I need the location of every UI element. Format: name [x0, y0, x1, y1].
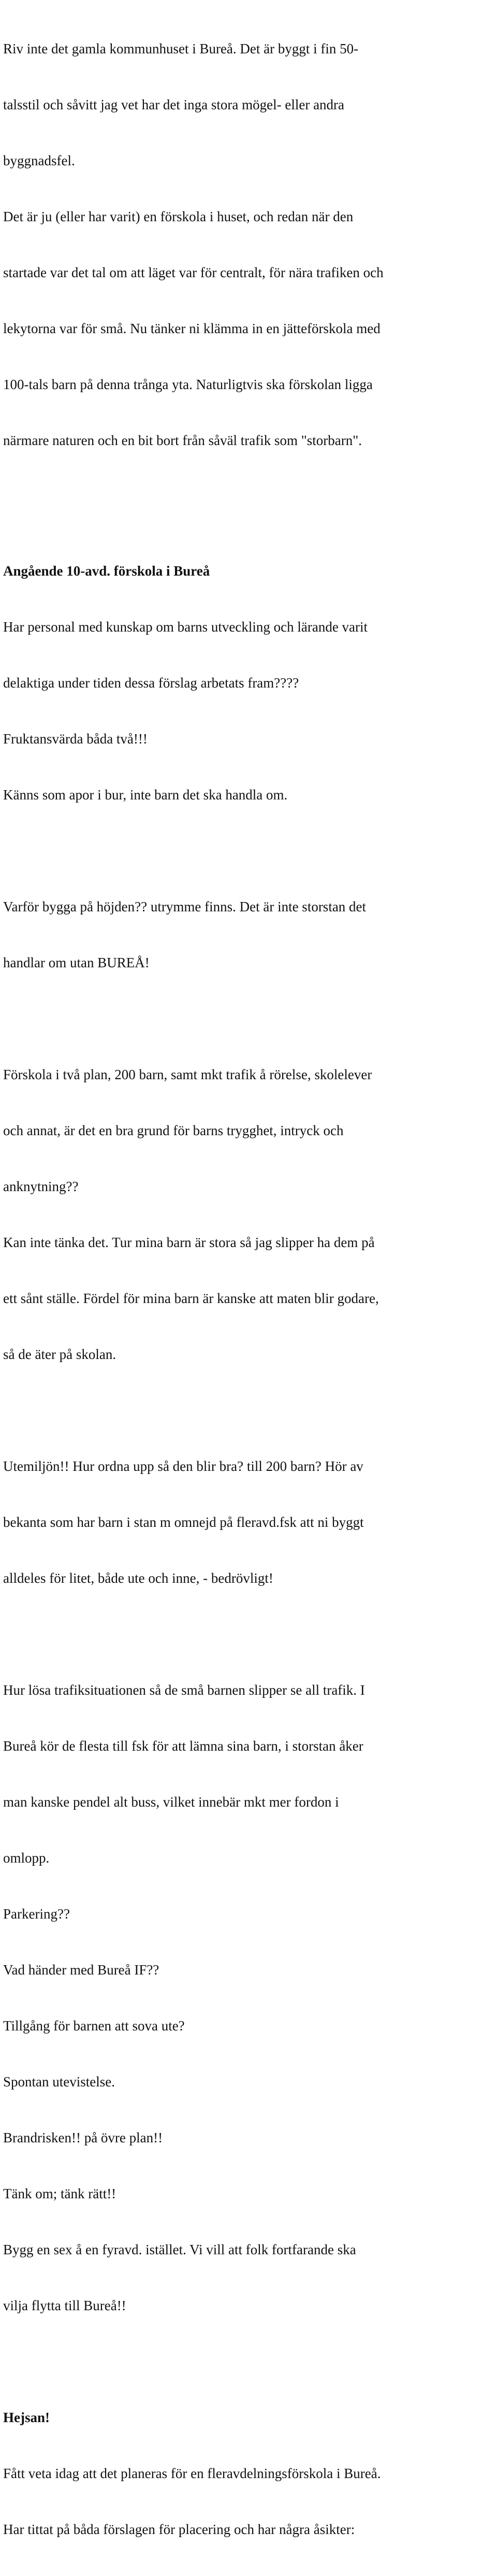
text-line: alldeles för litet, både ute och inne, - bedrövligt! [3, 1570, 273, 1586]
text-line: vilja flytta till Bureå!! [3, 2298, 126, 2313]
text-line: Vad händer med Bureå IF?? [3, 1962, 159, 1978]
text-line: Tänk om; tänk rätt!! [3, 2186, 116, 2201]
text-line: Fruktansvärda båda två!!! [3, 731, 148, 747]
text-line: man kanske pendel alt buss, vilket innebär mkt mer fordon i [3, 1794, 339, 1810]
text-line: Varför bygga på höjden?? utrymme finns. Det är inte storstan det [3, 899, 367, 914]
document-page [3, 2, 495, 2576]
text-line: Förskola i två plan, 200 barn, samt mkt trafik å rörelse, skolelever [3, 1067, 372, 1082]
paragraph-trafik [3, 1643, 495, 2352]
section-heading: Hejsan! [3, 2410, 50, 2425]
spacer [3, 2352, 495, 2371]
text-line: talsstil och såvitt jag vet har det inga stora mögel- eller andra [3, 97, 345, 112]
paragraph-kommunhuset [3, 2, 495, 487]
text-line: Fått veta idag att det planeras för en fleravdelningsförskola i Bureå. [3, 2466, 381, 2481]
text-line: Hur lösa trafiksituationen så de små barnen slipper se all trafik. I [3, 1682, 365, 1698]
spacer [3, 1625, 495, 1643]
text-line: byggnadsfel. [3, 153, 75, 168]
text-line: Utemiljön!! Hur ordna upp så den blir bra? till 200 barn? Hör av [3, 1458, 363, 1474]
text-line: närmare naturen och en bit bort från såväl trafik som "storbarn". [3, 433, 362, 448]
text-line: lekytorna var för små. Nu tänker ni klämma in en jätteförskola med [3, 321, 381, 336]
spacer [3, 841, 495, 860]
paragraph-tva-plan [3, 1028, 495, 1401]
text-line: och annat, är det en bra grund för barns trygghet, intryck och [3, 1123, 344, 1138]
paragraph-hojden [3, 860, 495, 1009]
text-line: Bureå kör de flesta till fsk för att lämna sina barn, i storstan åker [3, 1738, 363, 1754]
text-line: Spontan utevistelse. [3, 2074, 115, 2090]
text-line: delaktiga under tiden dessa förslag arbetats fram???? [3, 675, 299, 691]
section-heading: Angående 10-avd. förskola i Bureå [3, 563, 210, 579]
paragraph-utemiljo [3, 1420, 495, 1625]
text-line: Har personal med kunskap om barns utveckling och lärande varit [3, 619, 368, 635]
text-line: Det är ju (eller har varit) en förskola i huset, och redan när den [3, 209, 354, 224]
text-line: anknytning?? [3, 1179, 79, 1194]
spacer [3, 487, 495, 524]
paragraph-10-avd [3, 524, 495, 841]
text-line: Kan inte tänka det. Tur mina barn är stora så jag slipper ha dem på [3, 1235, 375, 1250]
text-line: omlopp. [3, 1850, 50, 1866]
spacer [3, 1009, 495, 1028]
text-line: ett sånt ställe. Fördel för mina barn är kanske att maten blir godare, [3, 1291, 379, 1306]
text-line: Riv inte det gamla kommunhuset i Bureå. Det är byggt i fin 50- [3, 41, 359, 56]
text-line: Tillgång för barnen att sova ute? [3, 2018, 185, 2034]
text-line: Parkering?? [3, 1906, 70, 1922]
text-line: handlar om utan BUREÅ! [3, 955, 150, 970]
text-line: Känns som apor i bur, inte barn det ska handla om. [3, 787, 288, 803]
text-line: så de äter på skolan. [3, 1347, 116, 1362]
text-line: startade var det tal om att läget var för centralt, för nära trafiken och [3, 265, 384, 280]
text-line: bekanta som har barn i stan m omnejd på fleravd.fsk att ni byggt [3, 1514, 364, 1530]
text-line: Har tittat på båda förslagen för placering och har några åsikter: [3, 2522, 355, 2537]
text-line: Bygg en sex å en fyravd. istället. Vi vill att folk fortfarande ska [3, 2242, 356, 2257]
spacer [3, 1401, 495, 1420]
text-line: Brandrisken!! på övre plan!! [3, 2130, 163, 2145]
paragraph-hejsan [3, 2371, 495, 2576]
text-line: 100-tals barn på denna trånga yta. Naturligtvis ska förskolan ligga [3, 377, 373, 392]
